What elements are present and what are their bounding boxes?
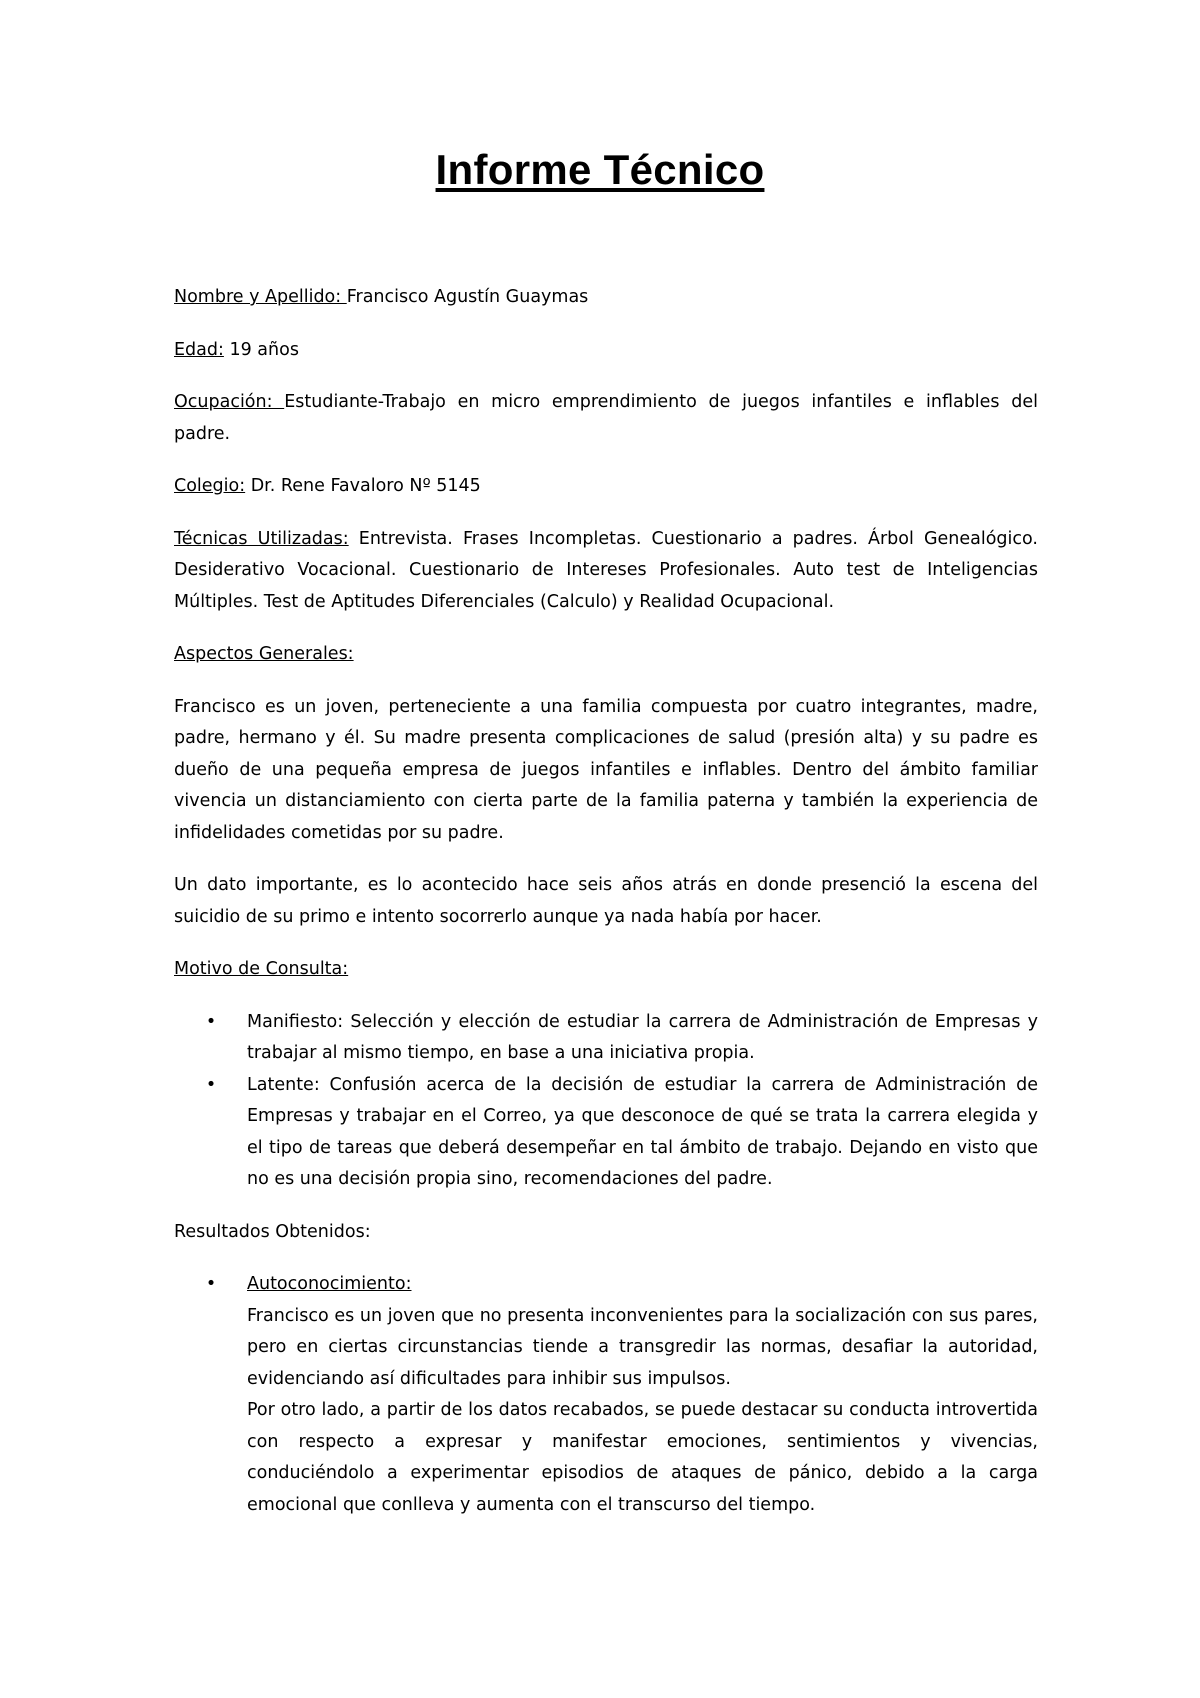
bullet-icon: • [205,1074,217,1095]
section-heading-aspectos [174,639,1038,671]
list-item [174,1269,1038,1521]
motivo-item-text: Manifiesto: Selección y elección de estudiar la carrera de Administración de Empresas y trabajar al mismo tiempo, en base a una iniciativa propia. [247,1011,1038,1063]
field-label-ocupacion: Ocupación: [174,392,285,412]
section-heading-motivo [174,954,1038,986]
field-value-edad: 19 años [223,339,299,360]
field-label-tecnicas: Técnicas Utilizadas: [174,528,349,549]
autoconocimiento-paragraph-2: Por otro lado, a partir de los datos recabados, se puede destacar su conducta introvertida con respecto a expresar y manifestar emociones, sentimientos y vivencias, conduciéndolo a experimentar episodios de ataques de pánico, debido a la carga emocional que conlleva y aumenta con el transcurso del tiempo. [247,1400,1038,1515]
aspectos-paragraph-2: Un dato importante, es lo acontecido hace seis años atrás en donde presenció la escena del suicidio de su primo e intento socorrerlo aunque ya nada había por hacer. [174,875,1038,927]
bullet-icon: • [205,1274,217,1294]
motivo-heading: Motivo de Consulta: [174,959,349,979]
field-value-colegio: Dr. Rene Favaloro Nº 5145 [245,476,481,496]
document-title: Informe Técnico [435,146,765,193]
field-value-nombre: Francisco Agustín Guaymas [346,287,589,307]
resultados-list [174,1269,1038,1521]
field-label-nombre: Nombre y Apellido: [174,287,347,307]
motivo-list [174,1007,1038,1196]
field-value-ocupacion: Estudiante-Trabajo en micro emprendimiento de juegos infantiles e inflables del padre. [174,392,1038,444]
resultados-heading: Resultados Obtenidos: [174,1221,371,1242]
autoconocimiento-heading: Autoconocimiento: [247,1274,412,1294]
field-value-tecnicas: Entrevista. Frases Incompletas. Cuestionario a padres. Árbol Genealógico. Desiderativo Vocacional. Cuestionario de Intereses Profesionales. Auto test de Inteligencias Múltiples. Test de Aptitudes Diferenciales (Calculo) y Realidad Ocupacional. [174,528,1038,612]
field-edad [174,335,1038,367]
bullet-icon: • [205,1011,217,1032]
field-label-edad: Edad: [174,339,224,360]
autoconocimiento-paragraph-1: Francisco es un joven que no presenta inconvenientes para la socialización con sus pares, pero en ciertas circunstancias tiende a transgredir las normas, desafiar la autoridad, evidenciando así dificultades para inhibir sus impulsos. [247,1305,1038,1389]
aspectos-paragraph-1: Francisco es un joven, perteneciente a una familia compuesta por cuatro integrantes, madre, padre, hermano y él. Su madre presenta complicaciones de salud (presión alta) y su padre es dueño de una pequeña empresa de juegos infantiles e inflables. Dentro del ámbito familiar vivencia un distanciamiento con cierta parte de la familia paterna y también la experiencia de infidelidades cometidas por su padre. [174,696,1038,843]
motivo-item-text: Latente: Confusión acerca de la decisión de estudiar la carrera de Administración de Empresas y trabajar en el Correo, ya que desconoce de qué se trata la carrera elegida y el tipo de tareas que deberá desempeñar en tal ámbito de trabajo. Dejando en visto que no es una decisión propia sino, recomendaciones del padre. [247,1074,1038,1189]
field-label-colegio: Colegio: [174,476,246,496]
aspectos-heading: Aspectos Generales: [174,644,354,664]
field-colegio [174,471,1038,503]
field-nombre [174,282,1038,314]
field-ocupacion [174,387,1038,450]
field-tecnicas [174,524,1038,619]
list-item [174,1070,1038,1196]
list-item [174,1007,1038,1070]
document-body [174,282,1038,1542]
